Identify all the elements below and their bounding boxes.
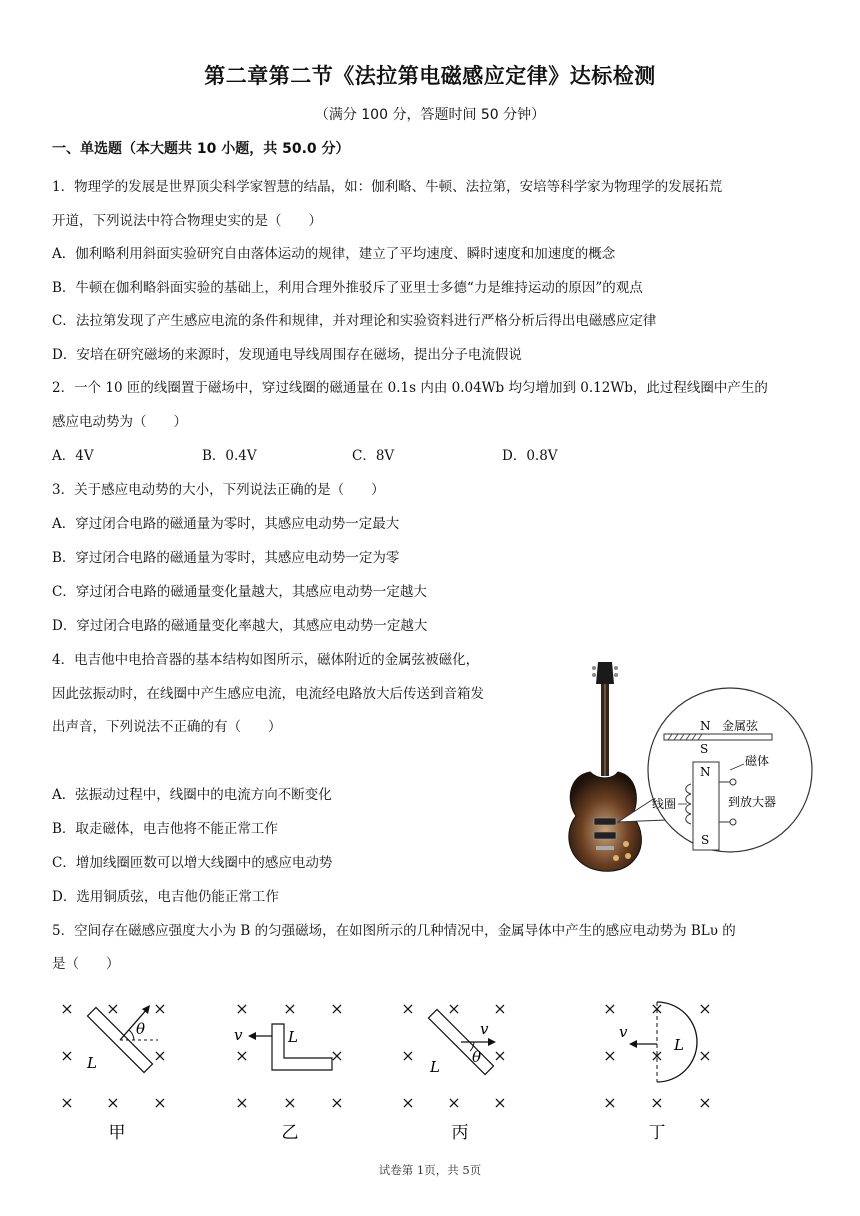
q5-figures xyxy=(40,984,820,1144)
q1-option-c: C．法拉第发现了产生感应电流的条件和规律，并对理论和实验资料进行严格分析后得出电磁感应定律 xyxy=(52,313,657,329)
field-cross: × xyxy=(650,1046,664,1065)
amplifier-label: 到放大器 xyxy=(728,795,777,809)
q2-stem-line2: 感应电动势为（ ） xyxy=(52,414,187,430)
q3-stem: 3．关于感应电动势的大小，下列说法正确的是（ ） xyxy=(52,482,385,498)
field-cross: × xyxy=(330,1046,344,1065)
field-cross: × xyxy=(60,999,74,1018)
bent-rod xyxy=(272,1024,332,1070)
string-label: 金属弦 xyxy=(722,719,759,733)
field-cross: × xyxy=(698,999,712,1018)
velocity-label: v xyxy=(234,1026,243,1044)
magnet-n-label: N xyxy=(700,765,711,779)
figure-ding xyxy=(619,1002,697,1143)
field-cross: × xyxy=(603,999,617,1018)
length-label: L xyxy=(430,1058,440,1076)
q3-option-a: A．穿过闭合电路的磁通量为零时，其感应电动势一定最大 xyxy=(52,516,400,532)
q4-option-a: A．弦振动过程中，线圈中的电流方向不断变化 xyxy=(52,787,332,803)
terminal-top xyxy=(730,779,736,785)
q2-option-b: B．0.4V xyxy=(202,448,257,464)
page-footer: 试卷第 1页，共 5页 xyxy=(378,1163,482,1177)
field-cross: × xyxy=(330,999,344,1018)
field-cross: × xyxy=(603,1093,617,1112)
field-cross: × xyxy=(401,1093,415,1112)
field-cross: × xyxy=(493,1046,507,1065)
q2-stem-line1: 2．一个 10 匝的线圈置于磁场中，穿过线圈的磁通量在 0.1s 内由 0.04Wb 均匀增加到 0.12Wb，此过程线圈中产生的 xyxy=(52,380,768,396)
figure-yi xyxy=(234,1024,332,1143)
field-cross: × xyxy=(698,1093,712,1112)
field-cross: × xyxy=(153,999,167,1018)
field-cross: × xyxy=(235,999,249,1018)
field-cross: × xyxy=(698,1046,712,1065)
field-cross: × xyxy=(60,1046,74,1065)
q3-option-d: D．穿过闭合电路的磁通量变化率越大，其感应电动势一定越大 xyxy=(52,618,428,634)
q2-option-d: D．0.8V xyxy=(502,448,558,464)
field-cross: × xyxy=(153,1093,167,1112)
coil-label: 线圈 xyxy=(652,797,677,811)
field-cross: × xyxy=(603,1046,617,1065)
terminal-bottom xyxy=(730,819,736,825)
section-heading: 一、单选题（本大题共 10 小题，共 50.0 分） xyxy=(52,141,350,157)
length-label: L xyxy=(674,1036,684,1054)
q1-option-b: B．牛顿在伽利略斜面实验的基础上，利用合理外推驳斥了亚里士多德“力是维持运动的原因”的观点 xyxy=(52,280,643,296)
length-label: L xyxy=(87,1054,97,1072)
q5-stem-line2: 是（ ） xyxy=(52,956,120,972)
q1-option-d: D．安培在研究磁场的来源时，发现通电导线周围存在磁场，提出分子电流假说 xyxy=(52,347,522,363)
field-cross: × xyxy=(401,1046,415,1065)
field-cross: × xyxy=(401,999,415,1018)
theta-label: θ xyxy=(472,1048,482,1066)
magnet-label: 磁体 xyxy=(745,754,770,768)
q5-stem-line1: 5．空间存在磁感应强度大小为 B 的匀强磁场，在如图所示的几种情况中，金属导体中产生的感应电动势为 BLυ 的 xyxy=(52,923,736,939)
field-cross: × xyxy=(283,1093,297,1112)
q4-option-d: D．选用铜质弦，电吉他仍能正常工作 xyxy=(52,889,279,905)
field-cross: × xyxy=(283,999,297,1018)
string-n-label: N xyxy=(700,719,711,733)
magnet-s-label: S xyxy=(701,833,710,847)
theta-label: θ xyxy=(136,1020,146,1038)
field-cross: × xyxy=(106,1093,120,1112)
field-cross: × xyxy=(447,1093,461,1112)
field-cross: × xyxy=(153,1046,167,1065)
figure-label-ding: 丁 xyxy=(648,1123,666,1143)
field-cross: × xyxy=(650,1093,664,1112)
field-cross: × xyxy=(493,999,507,1018)
field-cross: × xyxy=(330,1093,344,1112)
figure-label-yi: 乙 xyxy=(281,1123,299,1143)
field-cross: × xyxy=(493,1093,507,1112)
field-cross: × xyxy=(106,999,120,1018)
velocity-label: v xyxy=(619,1023,628,1041)
q2-option-c: C．8V xyxy=(352,448,395,464)
q4-option-b: B．取走磁体，电吉他将不能正常工作 xyxy=(52,821,278,837)
q1-stem-line2: 开道，下列说法中符合物理史实的是（ ） xyxy=(52,213,322,229)
figure-label-jia: 甲 xyxy=(108,1123,126,1143)
field-cross: × xyxy=(447,999,461,1018)
figure-label-bing: 丙 xyxy=(451,1123,469,1143)
length-label: L xyxy=(288,1028,298,1046)
field-cross: × xyxy=(650,999,664,1018)
exam-info: （满分 100 分，答题时间 50 分钟） xyxy=(314,107,546,123)
q1-stem-line1: 1．物理学的发展是世界顶尖科学家智慧的结晶，如：伽利略、牛顿、法拉第，安培等科学家为物理学的发展拓荒 xyxy=(52,179,723,195)
q3-option-b: B．穿过闭合电路的磁通量为零时，其感应电动势一定为零 xyxy=(52,550,400,566)
guitar-image xyxy=(569,662,642,871)
page-title: 第二章第二节《法拉第电磁感应定律》达标检测 xyxy=(204,64,656,88)
q1-option-a: A．伽利略利用斜面实验研究自由落体运动的规律，建立了平均速度、瞬时速度和加速度的概念 xyxy=(52,246,616,262)
q4-stem-line3: 出声音，下列说法不正确的有（ ） xyxy=(52,719,282,735)
figure-jia xyxy=(86,1005,158,1143)
guitar-pickup-figure xyxy=(560,660,815,875)
field-cross: × xyxy=(60,1093,74,1112)
q3-option-c: C．穿过闭合电路的磁通量变化量越大，其感应电动势一定越大 xyxy=(52,584,427,600)
string-s-label: S xyxy=(700,742,709,756)
field-cross: × xyxy=(235,1046,249,1065)
q2-option-a: A．4V xyxy=(52,448,94,464)
velocity-label: v xyxy=(480,1020,489,1038)
q4-stem-line2: 因此弦振动时，在线圈中产生感应电流，电流经电路放大后传送到音箱发 xyxy=(52,686,484,702)
figure-bing xyxy=(428,1009,496,1143)
q4-stem-line1: 4．电吉他中电拾音器的基本结构如图所示，磁体附近的金属弦被磁化， xyxy=(52,652,480,668)
q4-option-c: C．增加线圈匝数可以增大线圈中的感应电动势 xyxy=(52,855,333,871)
magnetic-field-crosses xyxy=(60,999,711,1112)
field-cross: × xyxy=(235,1093,249,1112)
